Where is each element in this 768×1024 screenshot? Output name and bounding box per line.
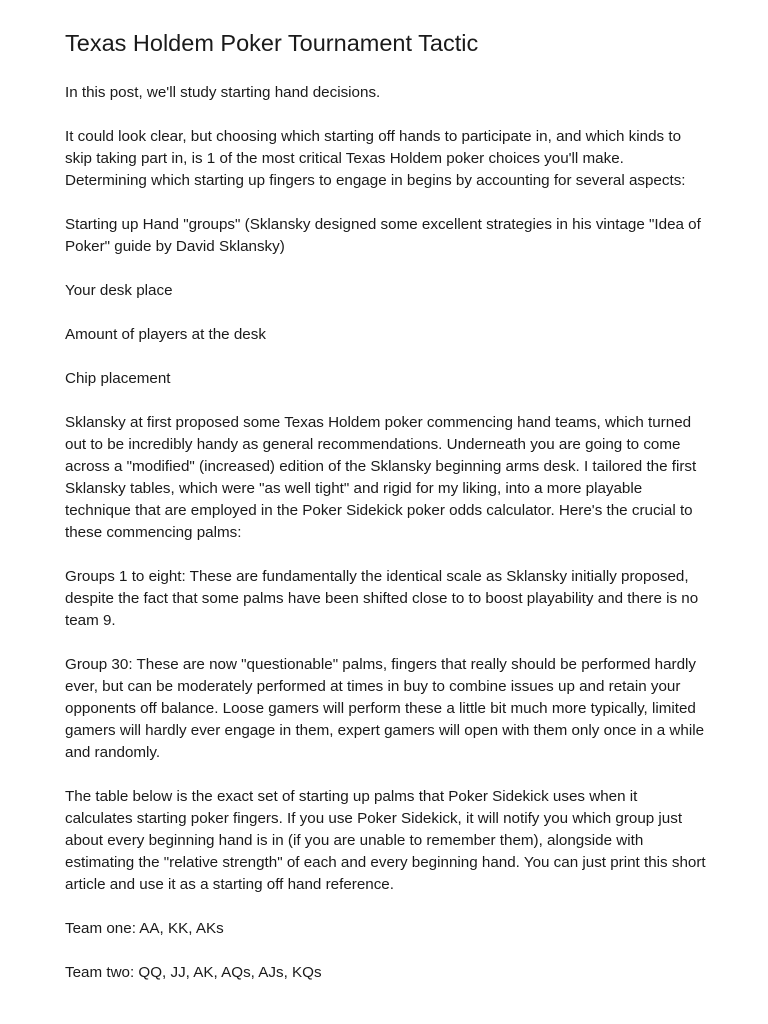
factor-player-count: Amount of players at the desk — [65, 326, 266, 343]
intro-paragraph: In this post, we'll study starting hand decisions. — [65, 84, 381, 101]
body-paragraph: Groups 1 to eight: These are fundamentally the identical scale as Sklansky initially proposed, despite the fact that some palms have been shifted close to to boost playability and there is no team 9. — [65, 568, 699, 629]
hand-group-line: Team two: QQ, JJ, AK, AQs, AJs, KQs — [65, 964, 322, 981]
factor-hand-groups: Starting up Hand "groups" (Sklansky designed some excellent strategies in his vintage "Idea of Poker" guide by David Sklansky) — [65, 216, 701, 255]
document-title: Texas Holdem Poker Tournament Tactic — [65, 30, 479, 56]
body-paragraph: It could look clear, but choosing which starting off hands to participate in, and which kinds to skip taking part in, is 1 of the most critical Texas Holdem poker choices you'll make. Determining which starting up fingers to engage in begins by accounting for several aspects: — [65, 128, 686, 189]
body-paragraph: The table below is the exact set of starting up palms that Poker Sidekick uses when it calculates starting poker fingers. If you use Poker Sidekick, it will notify you which group just about every beginning hand is in (if you are unable to remember them), alongside with estimating the "relative strength" of each and every beginning hand. You can just print this short article and use it as a starting off hand reference. — [65, 788, 706, 893]
body-paragraph: Sklansky at first proposed some Texas Holdem poker commencing hand teams, which turned out to be incredibly handy as general recommendations. Underneath you are going to come across a "modified" (increased) edition of the Sklansky beginning arms desk. I tailored the first Sklansky tables, which were "as well tight" and rigid for my liking, into a more playable technique that are employed in the Poker Sidekick poker odds calculator. Here's the crucial to these commencing palms: — [65, 414, 697, 541]
hand-group-line: Team one: AA, KK, AKs — [65, 920, 224, 937]
factor-chip-position: Chip placement — [65, 370, 171, 387]
factor-table-position: Your desk place — [65, 282, 173, 299]
body-paragraph: Group 30: These are now "questionable" palms, fingers that really should be performed hardly ever, but can be moderately performed at times in buy to combine issues up and retain your opponents off balance. Loose gamers will perform these a little bit much more typically, limited gamers will hardly ever engage in them, expert gamers will open with them only once in a while and randomly. — [65, 656, 705, 761]
